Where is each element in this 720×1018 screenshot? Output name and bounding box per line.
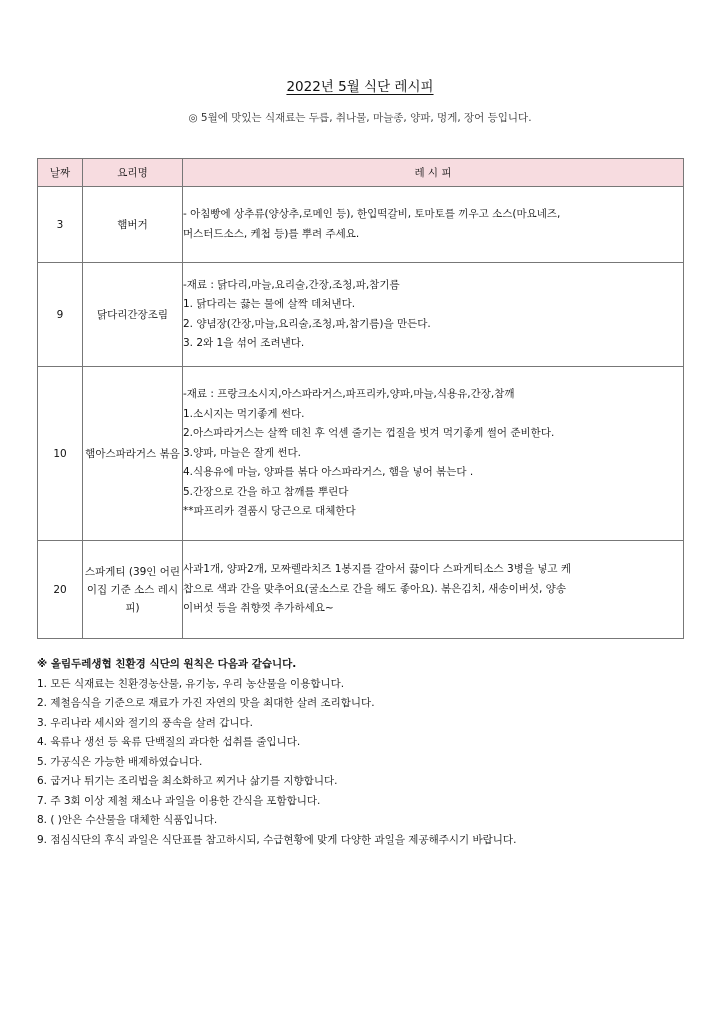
recipe-line: 5.간장으로 간을 하고 참깨를 뿌린다 <box>183 485 349 498</box>
recipe-line: 사과1개, 양파2개, 모짜렐라치즈 1봉지를 갈아서 끓이다 스파게티소스 3병을 넣고 케 <box>183 563 572 576</box>
recipe-line: 4.식용유에 마늘, 양파를 볶다 아스파라거스, 햄을 넣어 볶는다 . <box>183 466 474 479</box>
recipe-line: 찹으로 색과 간을 맞추어요(굴소스로 간을 해도 좋아요). 볶은김치, 새송이버섯, 양송 <box>183 582 566 595</box>
row-day: 10 <box>38 367 83 541</box>
recipe-line: 이버섯 등을 취향껏 추가하세요~ <box>183 602 334 615</box>
principle-item: 2. 제철음식을 기준으로 재료가 가진 자연의 맛을 최대한 살려 조리합니다. <box>37 697 375 709</box>
row-dish <box>83 541 183 639</box>
principles-heading: ※ 올림두레생협 친환경 식단의 원칙은 다음과 같습니다. <box>37 658 297 670</box>
principle-item: 8. ( )안은 수산물을 대체한 식품입니다. <box>37 814 218 826</box>
row-day: 9 <box>38 263 83 367</box>
row-recipe <box>183 263 684 367</box>
row-day: 20 <box>38 541 83 639</box>
header-dish: 요리명 <box>83 159 183 187</box>
principles-section <box>37 655 697 850</box>
principle-item: 9. 점심식단의 후식 과일은 식단표를 참고하시되, 수급현황에 맞게 다양한 과일을 제공해주시기 바랍니다. <box>37 833 517 846</box>
principle-item: 1. 모든 식재료는 친환경농산물, 유기농, 우리 농산물을 이용합니다. <box>37 677 345 690</box>
page-subtitle: ◎ 5월에 맛있는 식재료는 두릅, 취나물, 마늘종, 양파, 멍게, 장어 등입니다. <box>188 112 532 124</box>
dish-line: 스파게티 <box>84 565 126 578</box>
dish-line: 레시피) <box>125 583 179 614</box>
row-dish <box>83 367 183 541</box>
table-row <box>38 367 684 541</box>
recipe-line: 1. 닭다리는 끓는 물에 살짝 데쳐낸다. <box>183 298 356 310</box>
dish-line: 닭다리간장조림 <box>96 308 168 321</box>
row-recipe <box>183 541 684 639</box>
recipe-line: 2.아스파라거스는 살짝 데친 후 억센 줄기는 껍질을 벗겨 먹기좋게 썰어 준비한다. <box>183 427 555 440</box>
table-row <box>38 187 684 263</box>
header-day: 날짜 <box>38 159 83 187</box>
recipe-table <box>37 158 684 639</box>
row-recipe <box>183 187 684 263</box>
row-dish <box>83 263 183 367</box>
table-row <box>38 263 684 367</box>
recipe-line: **파프리카 결품시 당근으로 대체한다 <box>183 505 356 518</box>
table-header-row <box>38 159 684 187</box>
recipe-line: -재료 : 프랑크소시지,아스파라거스,파프리카,양파,마늘,식용유,간장,참깨 <box>183 388 515 401</box>
dish-line: 햄버거 <box>117 218 148 231</box>
principle-item: 3. 우리나라 세시와 절기의 풍속을 살려 갑니다. <box>37 716 253 729</box>
recipe-line: 1.소시지는 먹기좋게 썬다. <box>183 407 305 420</box>
recipe-line: -재료 : 닭다리,마늘,요리술,간장,조청,파,참기름 <box>183 278 400 291</box>
dish-line: 기준 소스 <box>110 583 155 596</box>
row-dish <box>83 187 183 263</box>
recipe-line: 3.양파, 마늘은 잘게 썬다. <box>183 446 301 459</box>
header-recipe: 레 시 피 <box>183 159 684 187</box>
recipe-line: 머스터드소스, 케첩 등)를 뿌려 주세요. <box>183 227 360 240</box>
recipe-line: 3. 2와 1을 섞어 조려낸다. <box>183 337 305 349</box>
page-title: 2022년 5월 식단 레시피 <box>286 79 434 95</box>
recipe-line: - 아침빵에 상추류(양상추,로메인 등), 한입떡갈비, 토마토를 끼우고 소스(마요네즈, <box>183 208 561 220</box>
principle-item: 5. 가공식은 가능한 배제하였습니다. <box>37 755 203 768</box>
dish-line: 볶음 <box>159 447 180 460</box>
recipe-line: 2. 양념장(간장,마늘,요리술,조청,파,참기름)을 만든다. <box>183 317 431 330</box>
principle-item: 7. 주 3회 이상 제철 채소나 과일을 이용한 간식을 포함합니다. <box>37 794 321 807</box>
row-day: 3 <box>38 187 83 263</box>
table-row <box>38 541 684 639</box>
principle-item: 4. 육류나 생선 등 육류 단백질의 과다한 섭취를 줄입니다. <box>37 736 301 748</box>
row-recipe <box>183 367 684 541</box>
dish-line: (39인 어린이집 <box>86 565 181 596</box>
dish-line: 햄아스파라거스 <box>85 447 157 460</box>
principle-item: 6. 굽거나 튀기는 조리법을 최소화하고 찌거나 삶기를 지향합니다. <box>37 775 338 787</box>
